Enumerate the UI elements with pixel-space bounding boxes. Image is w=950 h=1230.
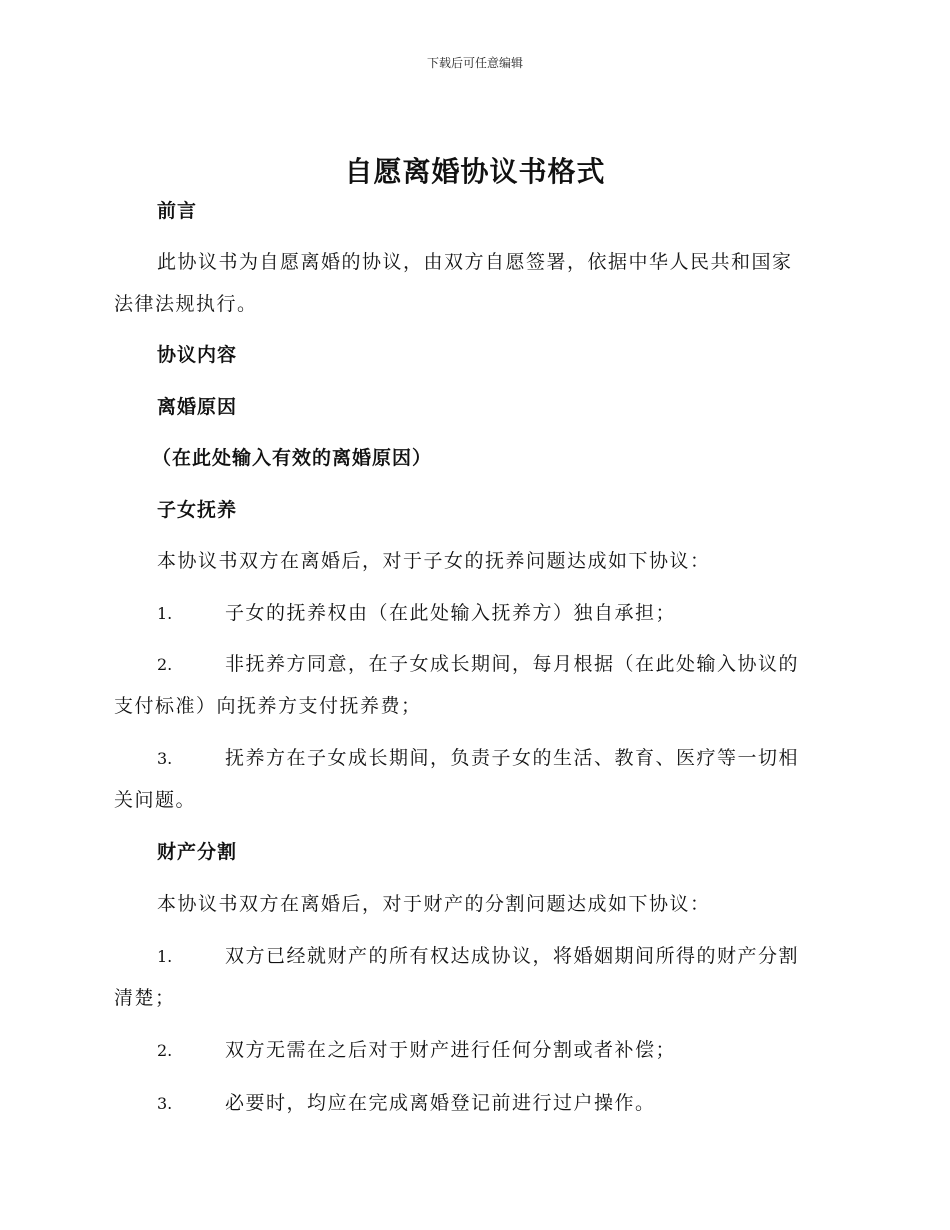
- custody-item: [157, 643, 877, 686]
- custody-item: [157, 592, 877, 635]
- preface-heading: 前言: [157, 200, 198, 222]
- item-text: 子女的抚养权由（在此处输入抚养方）独自承担；: [225, 602, 677, 624]
- custody-item-continuation: 支付标准）向抚养方支付抚养费；: [114, 695, 422, 717]
- document-title: 自愿离婚协议书格式: [344, 155, 606, 188]
- item-number: 1.: [157, 947, 173, 966]
- reason-placeholder: （在此处输入有效的离婚原因）: [152, 447, 433, 469]
- item-number: 3.: [157, 1094, 173, 1113]
- property-heading: 财产分割: [157, 841, 238, 863]
- preface-text-line-2: 法律法规执行。: [114, 293, 258, 315]
- content-heading: 协议内容: [157, 344, 238, 366]
- property-item: [157, 1082, 877, 1125]
- property-intro: 本协议书双方在离婚后，对于财产的分割问题达成如下协议：: [157, 893, 711, 915]
- custody-item: [157, 737, 877, 780]
- custody-item-continuation: 关问题。: [114, 789, 197, 811]
- item-text: 抚养方在子女成长期间，负责子女的生活、教育、医疗等一切相: [225, 747, 800, 769]
- item-number: 2.: [157, 655, 173, 674]
- custody-intro: 本协议书双方在离婚后，对于子女的抚养问题达成如下协议：: [157, 550, 711, 572]
- header-note: 下载后可任意编辑: [426, 56, 523, 70]
- property-item: [157, 1029, 877, 1072]
- custody-heading: 子女抚养: [157, 499, 238, 521]
- property-item: [157, 935, 877, 978]
- item-text: 必要时，均应在完成离婚登记前进行过户操作。: [225, 1092, 656, 1114]
- item-text: 非抚养方同意，在子女成长期间，每月根据（在此处输入协议的: [225, 653, 800, 675]
- item-number: 1.: [157, 604, 173, 623]
- reason-heading: 离婚原因: [157, 396, 238, 418]
- item-number: 2.: [157, 1041, 173, 1060]
- preface-text-line-1: 此协议书为自愿离婚的协议，由双方自愿签署，依据中华人民共和国家: [157, 251, 793, 273]
- property-item-continuation: 清楚；: [114, 987, 176, 1009]
- item-text: 双方已经就财产的所有权达成协议，将婚姻期间所得的财产分割: [225, 945, 800, 967]
- item-text: 双方无需在之后对于财产进行任何分割或者补偿；: [225, 1039, 677, 1061]
- item-number: 3.: [157, 749, 173, 768]
